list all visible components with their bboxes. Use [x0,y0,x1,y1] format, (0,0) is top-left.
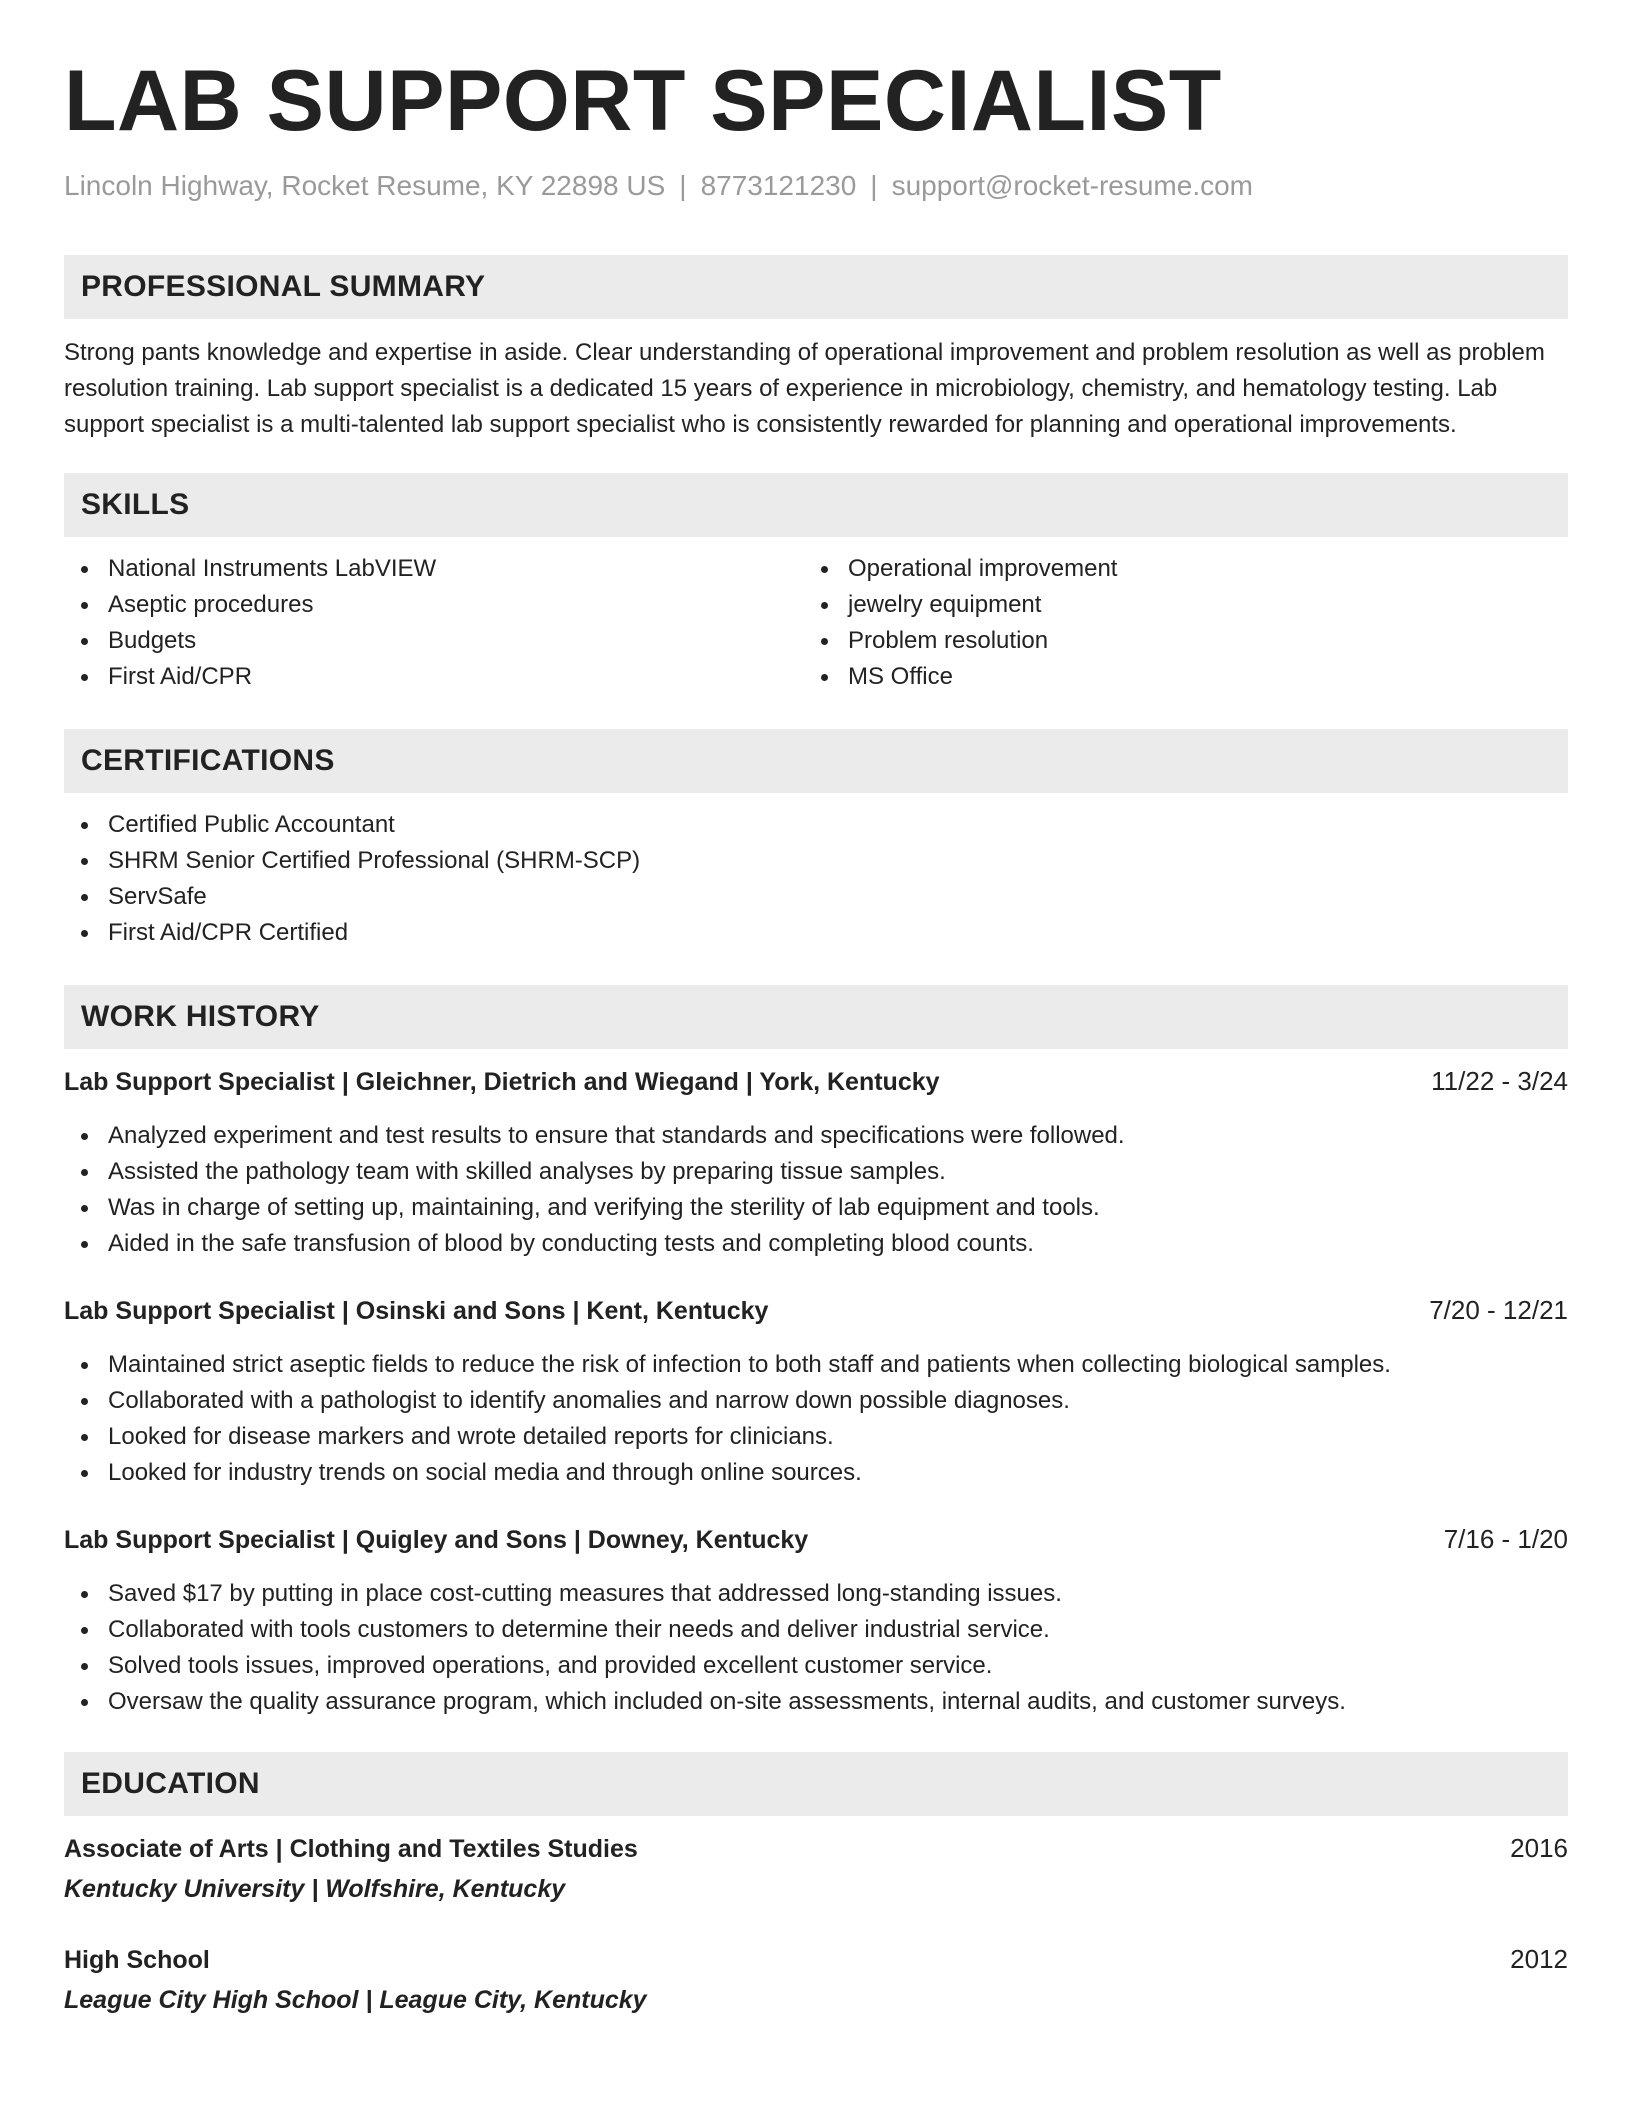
education-degree: High School [64,1945,210,1974]
education-heading: EDUCATION [64,1752,1568,1816]
skill-item: Problem resolution [804,623,1544,659]
job-title: Lab Support Specialist | Gleichner, Dietrich and Wiegand | York, Kentucky [64,1067,940,1096]
summary-text: Strong pants knowledge and expertise in aside. Clear understanding of operational improvement and problem resolution as well as problem resolution training. Lab support specialist is a dedicated 15 years of experience in microbiology, chemistry, and hematology testing. Lab support specialist is a multi-talented lab support specialist who is consistently rewarded for planning and operational improvements. [64,338,1545,438]
skill-item: Aseptic procedures [64,587,804,623]
job-bullet: Collaborated with tools customers to determine their needs and deliver industrial service. [64,1612,1568,1648]
job-bullet: Was in charge of setting up, maintaining, and verifying the sterility of lab equipment and tools. [64,1190,1568,1226]
education-entry [64,1941,1568,2018]
job-header [64,1521,1568,1558]
education-degree: Associate of Arts | Clothing and Textiles Studies [64,1834,638,1863]
contact-line [64,169,1568,203]
skills-list-right [804,551,1544,695]
job-entry [64,1292,1568,1491]
education-school: League City High School | League City, Kentucky [64,1985,647,2014]
certifications-list [64,807,1568,951]
certifications-heading: CERTIFICATIONS [64,729,1568,793]
job-header [64,1292,1568,1329]
job-bullets [64,1347,1568,1491]
education-header [64,1830,1568,1867]
job-bullet: Looked for disease markers and wrote detailed reports for clinicians. [64,1419,1568,1455]
job-bullet: Assisted the pathology team with skilled analyses by preparing tissue samples. [64,1154,1568,1190]
job-bullet: Collaborated with a pathologist to identify anomalies and narrow down possible diagnoses. [64,1383,1568,1419]
skill-item: National Instruments LabVIEW [64,551,804,587]
certifications-section [64,729,1568,951]
job-bullet: Saved $17 by putting in place cost-cutting measures that addressed long-standing issues. [64,1576,1568,1612]
job-header [64,1063,1568,1100]
skills-grid [64,551,1568,695]
certification-item: SHRM Senior Certified Professional (SHRM-SCP) [64,843,1568,879]
job-bullet: Oversaw the quality assurance program, which included on-site assessments, internal audits, and customer surveys. [64,1684,1568,1720]
contact-email[interactable]: support@rocket-resume.com [891,170,1254,201]
skills-heading: SKILLS [64,473,1568,537]
job-entry [64,1063,1568,1262]
job-dates: 7/16 - 1/20 [1443,1523,1568,1554]
job-title: Lab Support Specialist | Quigley and Sons | Downey, Kentucky [64,1525,809,1554]
job-bullets [64,1118,1568,1262]
contact-address: Lincoln Highway, Rocket Resume, KY 22898 US [64,170,666,201]
job-title: Lab Support Specialist | Osinski and Sons | Kent, Kentucky [64,1296,769,1325]
summary-heading: PROFESSIONAL SUMMARY [64,255,1568,319]
certification-item: First Aid/CPR Certified [64,915,1568,951]
work-heading: WORK HISTORY [64,985,1568,1049]
job-bullet: Aided in the safe transfusion of blood by conducting tests and completing blood counts. [64,1226,1568,1262]
job-bullet: Solved tools issues, improved operations, and provided excellent customer service. [64,1648,1568,1684]
certification-item: ServSafe [64,879,1568,915]
skill-item: jewelry equipment [804,587,1544,623]
education-year: 2016 [1510,1832,1568,1863]
summary-section [64,255,1568,443]
skill-item: Budgets [64,623,804,659]
work-section [64,985,1568,1720]
certification-item: Certified Public Accountant [64,807,1568,843]
skills-list-left [64,551,804,695]
education-school: Kentucky University | Wolfshire, Kentucky [64,1874,566,1903]
job-bullet: Analyzed experiment and test results to ensure that standards and specifications were followed. [64,1118,1568,1154]
job-entry [64,1521,1568,1720]
resume-name: LAB SUPPORT SPECIALIST [64,53,1222,149]
skill-item: Operational improvement [804,551,1544,587]
contact-separator: | [870,170,878,201]
job-bullet: Looked for industry trends on social media and through online sources. [64,1455,1568,1491]
education-entry [64,1830,1568,1907]
job-dates: 7/20 - 12/21 [1429,1294,1568,1325]
skills-section [64,473,1568,695]
job-bullet: Maintained strict aseptic fields to reduce the risk of infection to both staff and patients when collecting biological samples. [64,1347,1568,1383]
job-bullets [64,1576,1568,1720]
contact-separator: | [679,170,687,201]
skill-item: First Aid/CPR [64,659,804,695]
education-section [64,1752,1568,2018]
education-year: 2012 [1510,1943,1568,1974]
contact-phone: 8773121230 [700,170,857,201]
education-header [64,1941,1568,1978]
skill-item: MS Office [804,659,1544,695]
job-dates: 11/22 - 3/24 [1431,1065,1568,1096]
